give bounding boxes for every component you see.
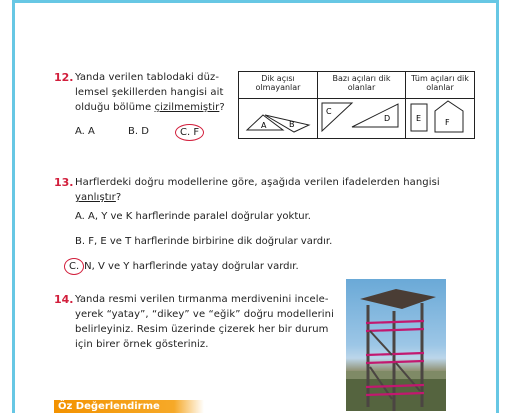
question-14-line-4: için birer örnek gösteriniz. [75, 339, 209, 350]
question-13-number: 13. [54, 176, 74, 189]
shape-a-label: A [261, 121, 267, 130]
climbing-tower-drawing [346, 279, 446, 411]
question-14-number: 14. [54, 293, 74, 306]
self-assessment-banner: Öz Değerlendirme [54, 400, 204, 413]
question-12-text [75, 70, 235, 115]
answer-circle: C. F [175, 124, 204, 141]
shapes-table [238, 71, 475, 139]
question-12-line-3: olduğu bölüme çizilmemiştir? [75, 102, 225, 113]
answer-circle: C. [64, 258, 84, 275]
shapes-a-b-drawing [239, 99, 317, 136]
question-14-line-3: belirleyiniz. Resim üzerinde çizerek her bir durum [75, 324, 329, 335]
question-13-text [75, 175, 475, 205]
shape-d [352, 104, 398, 127]
question-12-option-c[interactable] [175, 124, 204, 141]
question-14-text [75, 292, 340, 352]
question-12-line-1: Yanda verilen tablodaki düz- [75, 72, 220, 83]
question-14-line-2: yerek “yatay”, “dikey” ve “eğik” doğru modellerini [75, 309, 335, 320]
question-12-line-2: lemsel şekillerden hangisi ait [75, 87, 224, 98]
shape-e-label: E [416, 114, 422, 123]
question-12-option-b[interactable]: B. D [128, 126, 149, 137]
table-cell-shapes-e-f [406, 99, 475, 139]
question-12-option-a[interactable]: A. A [75, 126, 95, 137]
question-13-option-b[interactable]: B. F, E ve T harflerinde birbirine dik doğrular vardır. [75, 236, 333, 247]
question-13-option-c[interactable]: C. N, V ve Y harflerinde yatay doğrular vardır. [64, 258, 299, 275]
table-header-no-right-angle: Dik açısı olmayanlar [239, 72, 318, 99]
shape-b-label: B [289, 120, 295, 129]
table-header-all-right-angles: Tüm açıları dik olanlar [406, 72, 475, 99]
question-13-emphasis: yanlıştır [75, 192, 116, 203]
question-13-option-a[interactable]: A. A, Y ve K harflerinde paralel doğrular yoktur. [75, 211, 311, 222]
shapes-e-f-drawing [406, 99, 474, 136]
question-12-emphasis: çizilmemiştir [154, 102, 220, 113]
table-cell-shapes-a-b [239, 99, 318, 139]
shapes-c-d-drawing [318, 99, 405, 136]
question-13-line-2: yanlıştır? [75, 192, 122, 203]
question-14-line-1: Yanda resmi verilen tırmanma merdivenini incele- [75, 294, 329, 305]
shape-f-label: F [445, 118, 450, 127]
climbing-tower-photo [346, 279, 446, 411]
shape-f [435, 101, 463, 132]
question-12-number: 12. [54, 71, 74, 84]
table-cell-shapes-c-d [318, 99, 406, 139]
shape-c-label: C [326, 107, 332, 116]
shape-d-label: D [384, 114, 391, 123]
table-header-some-right-angles: Bazı açıları dik olanlar [318, 72, 406, 99]
question-13-line-1: Harflerdeki doğru modellerine göre, aşağıda verilen ifadelerden hangisi [75, 177, 440, 188]
shape-b [265, 115, 309, 132]
